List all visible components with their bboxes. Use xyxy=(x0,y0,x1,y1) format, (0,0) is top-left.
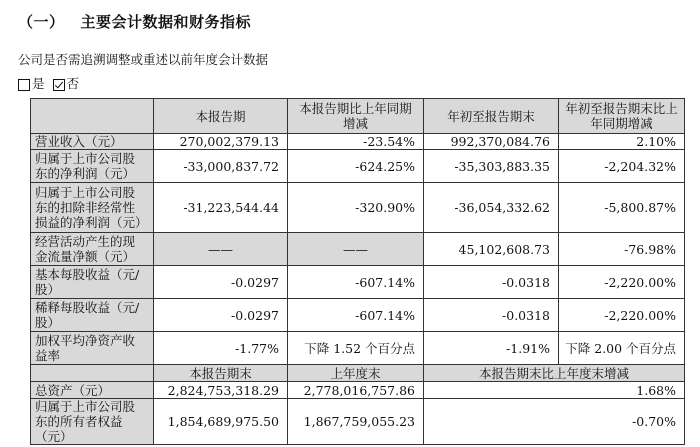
table1-header-row xyxy=(31,99,685,134)
table-row xyxy=(31,399,685,445)
table2-header-cell: 本报告期末比上年度末增减 xyxy=(424,365,685,382)
table-cell: -0.0318 xyxy=(424,299,559,332)
section-title-text: 主要会计数据和财务指标 xyxy=(80,13,252,31)
table-row xyxy=(31,299,685,332)
table-cell: -31,223,544.44 xyxy=(154,183,288,233)
table-row xyxy=(31,183,685,233)
row-label: 稀释每股收益（元/股） xyxy=(31,299,154,332)
table-row xyxy=(31,150,685,183)
table2-header-cell: 本报告期末 xyxy=(154,365,288,382)
table-cell: -0.0297 xyxy=(154,266,288,299)
table-cell: -2,220.00% xyxy=(559,266,685,299)
table-cell: 45,102,608.73 xyxy=(424,233,559,266)
financial-table xyxy=(30,98,685,445)
table-cell: 1,854,689,975.50 xyxy=(154,399,288,445)
table-cell: 1,867,759,055.23 xyxy=(288,399,424,445)
restate-options xyxy=(18,75,87,93)
table-cell: -607.14% xyxy=(288,266,424,299)
row-label: 加权平均净资产收益率 xyxy=(31,332,154,365)
table-cell: -76.98% xyxy=(559,233,685,266)
table-cell: -607.14% xyxy=(288,299,424,332)
option-no[interactable] xyxy=(53,75,80,93)
option-yes[interactable] xyxy=(18,75,45,93)
option-yes-label: 是 xyxy=(32,76,45,91)
table-row xyxy=(31,332,685,365)
table-cell: -5,800.87% xyxy=(559,183,685,233)
table-row xyxy=(31,266,685,299)
table1-header-cell: 本报告期比上年同期增减 xyxy=(288,99,424,134)
table-cell: -1.77% xyxy=(154,332,288,365)
restate-question: 公司是否需追溯调整或重述以前年度会计数据 xyxy=(18,52,269,67)
table-cell-empty: —— xyxy=(154,233,288,266)
table-cell: -2,204.32% xyxy=(559,150,685,183)
table-row xyxy=(31,233,685,266)
section-title xyxy=(18,9,251,35)
table-cell: -624.25% xyxy=(288,150,424,183)
table-cell: 2,778,016,757.86 xyxy=(288,382,424,399)
table2-header-cell: 上年度末 xyxy=(288,365,424,382)
row-label: 归属于上市公司股东的扣除非经常性损益的净利润（元） xyxy=(31,183,154,233)
table-cell: -33,000,837.72 xyxy=(154,150,288,183)
table-cell: 2,824,753,318.29 xyxy=(154,382,288,399)
table-cell: -0.0297 xyxy=(154,299,288,332)
table2-header-row xyxy=(31,365,685,382)
table-cell: -0.0318 xyxy=(424,266,559,299)
table1-header-cell: 本报告期 xyxy=(154,99,288,134)
table-cell: -36,054,332.62 xyxy=(424,183,559,233)
row-label: 归属于上市公司股东的所有者权益（元） xyxy=(31,399,154,445)
table-cell: -0.70% xyxy=(424,399,685,445)
row-label: 经营活动产生的现金流量净额（元） xyxy=(31,233,154,266)
table1-header-blank xyxy=(31,99,154,134)
table-cell-empty: —— xyxy=(288,233,424,266)
table-cell: 270,002,379.13 xyxy=(154,134,288,150)
row-label: 营业收入（元） xyxy=(31,134,154,150)
table1-header-cell: 年初至报告期末比上年同期增减 xyxy=(559,99,685,134)
section-number: （一） xyxy=(18,13,65,31)
table-cell: 2.10% xyxy=(559,134,685,150)
table-cell: -23.54% xyxy=(288,134,424,150)
table1-header-cell: 年初至报告期末 xyxy=(424,99,559,134)
table-cell: -320.90% xyxy=(288,183,424,233)
table-cell: 1.68% xyxy=(424,382,685,399)
row-label: 总资产（元） xyxy=(31,382,154,399)
table-row xyxy=(31,382,685,399)
table2-header-blank xyxy=(31,365,154,382)
table-cell: 下降 1.52 个百分点 xyxy=(288,332,424,365)
checkbox-yes-icon[interactable] xyxy=(18,79,30,91)
table-cell: 992,370,084.76 xyxy=(424,134,559,150)
table-cell: -2,220.00% xyxy=(559,299,685,332)
row-label: 归属于上市公司股东的净利润（元） xyxy=(31,150,154,183)
table-row xyxy=(31,134,685,150)
row-label: 基本每股收益（元/股） xyxy=(31,266,154,299)
table-cell: -35,303,883.35 xyxy=(424,150,559,183)
option-no-label: 否 xyxy=(66,76,80,91)
table-cell: 下降 2.00 个百分点 xyxy=(559,332,685,365)
checkbox-no-checked-icon[interactable] xyxy=(53,79,65,91)
table-cell: -1.91% xyxy=(424,332,559,365)
